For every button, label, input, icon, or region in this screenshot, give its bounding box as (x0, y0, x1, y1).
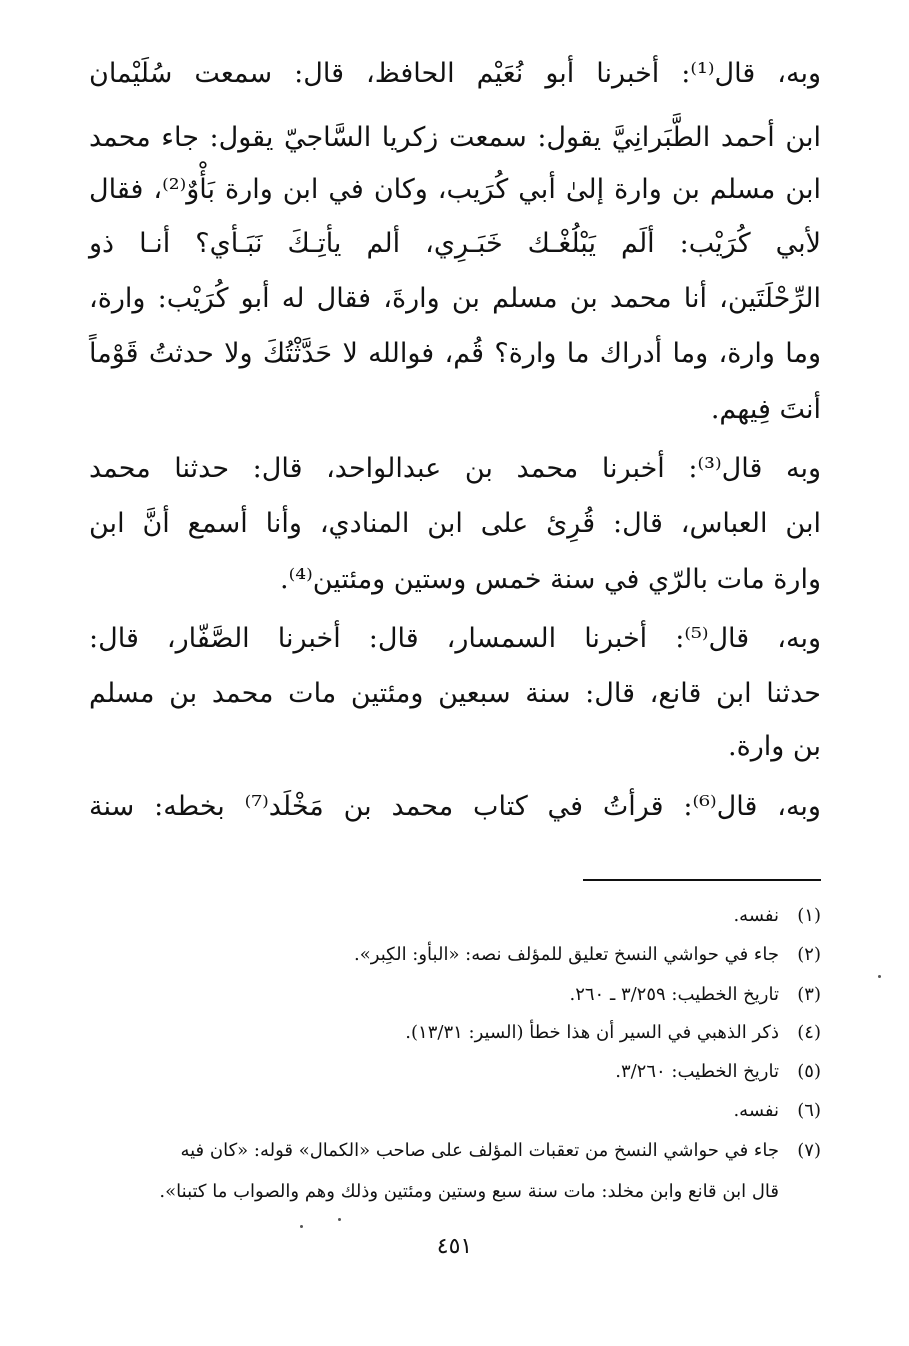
footnote-text: تاريخ الخطيب: ٣/٢٦٠. (615, 1061, 779, 1082)
footnote (89, 1136, 821, 1166)
body-line: الرِّحْلَتَين، أنا محمد بن مسلم بن وارةَ، فقال له أبو كُرَيْب: وارة، (89, 283, 821, 314)
body-line: وبه قال⁽³⁾: أخبرنا محمد بن عبدالواحد، قال: حدثنا محمد (89, 453, 822, 484)
body-line: ابن العباس، قال: قُرِئ على ابن المنادي، وأنا أسمع أنَّ ابن (89, 508, 821, 539)
body-line: وبه، قال⁽¹⁾: أخبرنا أبو نُعَيْم الحافظ، قال: سمعت سُلَيْمان (89, 58, 821, 89)
footnote-text: نفسه. (733, 905, 779, 926)
scan-speck (338, 1218, 341, 1221)
footnote (89, 940, 821, 970)
footnote-text: جاء في حواشي النسخ من تعقبات المؤلف على صاحب «الكمال» قوله: «كان فيه (180, 1140, 779, 1161)
footnote-number: (٧) (797, 1140, 821, 1161)
footnote-number: (٦) (797, 1100, 821, 1121)
footnote (89, 1018, 821, 1048)
footnote-continuation: قال ابن قانع وابن مخلد: مات سنة سبع وستين ومئتين وذلك وهم والصواب ما كتبنا». (159, 1181, 779, 1202)
footnote (89, 1096, 821, 1126)
body-line: وارة مات بالرّي في سنة خمس وستين ومئتين⁽⁴⁾. (280, 564, 821, 595)
body-line: حدثنا ابن قانع، قال: سنة سبعين ومئتين مات محمد بن مسلم (89, 678, 821, 709)
footnote (89, 901, 821, 931)
footnote-text: تاريخ الخطيب: ٣/٢٥٩ ـ ٢٦٠. (569, 984, 779, 1005)
body-line: ابن أحمد الطَّبَرانِيَّ يقول: سمعت زكريا السَّاجيّ يقول: جاء محمد (89, 122, 821, 153)
scan-speck (300, 1225, 303, 1228)
footnote-text: نفسه. (733, 1100, 779, 1121)
body-line: أنتَ فِيهم. (710, 394, 821, 425)
footnote-text: ذكر الذهبي في السير أن هذا خطأ (السير: ١٣/٣١). (405, 1022, 779, 1043)
page-number: ٤٥١ (436, 1234, 473, 1259)
footnote-number: (٤) (797, 1022, 821, 1043)
body-line: لأبي كُرَيْب: ألَم يَبْلُغْـك خَبَـرِي، ألم يأتِـكَ نَبَـأي؟ أنـا ذو (89, 228, 821, 259)
footnote-text: جاء في حواشي النسخ تعليق للمؤلف نصه: «البأو: الكِبر». (354, 944, 779, 965)
scan-speck (878, 975, 881, 978)
body-line: وبه، قال⁽⁶⁾: قرأتُ في كتاب محمد بن مَخْلَد⁽⁷⁾ بخطه: سنة (89, 791, 821, 822)
footnote-number: (١) (797, 905, 821, 926)
footnote-number: (٢) (797, 944, 821, 965)
body-line: بن وارة. (728, 731, 821, 762)
footnote (89, 980, 821, 1010)
body-line: وما وارة، وما أدراك ما وارة؟ قُم، فوالله لا حَدَّثْتُكَ ولا حدثتُ قَوْماً (89, 338, 821, 369)
footnote-number: (٣) (797, 984, 821, 1005)
body-line: وبه، قال⁽⁵⁾: أخبرنا السمسار، قال: أخبرنا الصَّفّار، قال: (89, 623, 821, 654)
footnote (89, 1057, 821, 1087)
body-line: ابن مسلم بن وارة إلىٰ أبي كُرَيب، وكان في ابن وارة بَأْوٌ⁽²⁾، فقال (89, 174, 821, 205)
footnote-separator (583, 879, 821, 881)
footnote-number: (٥) (797, 1061, 821, 1082)
